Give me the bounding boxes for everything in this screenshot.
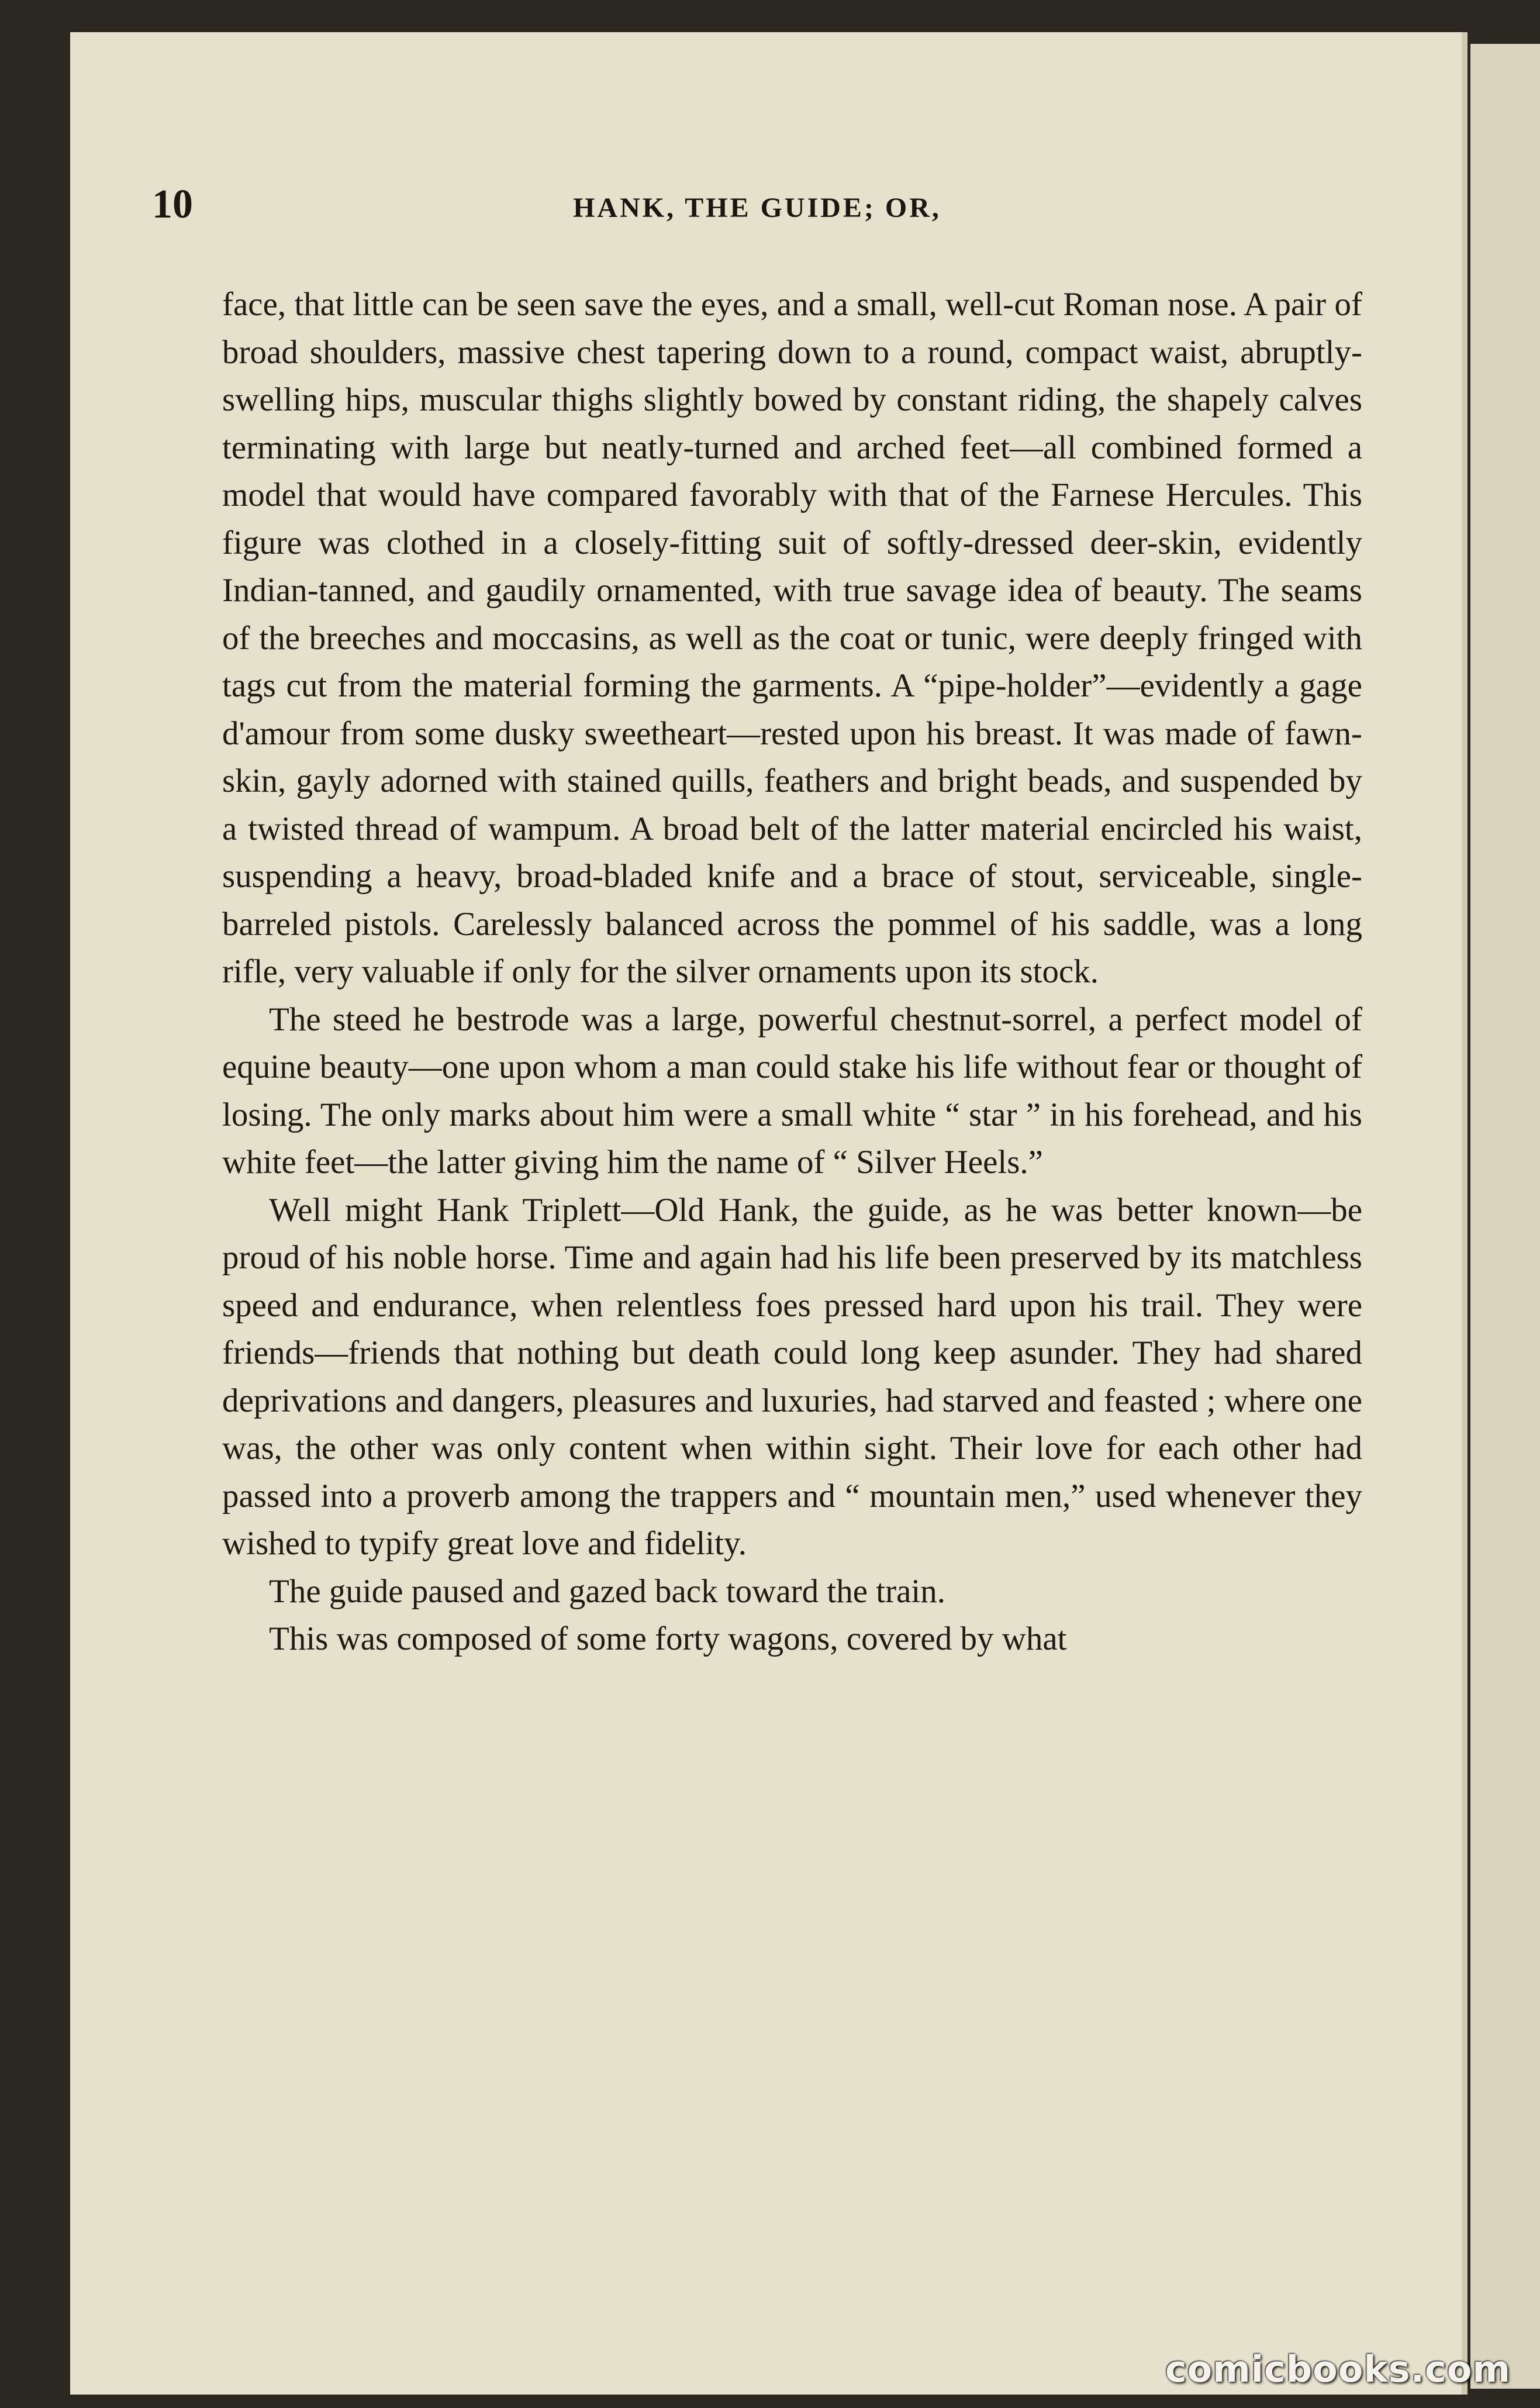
paragraph-2: The steed he bestrode was a large, powerful chestnut-sorrel, a perfect model of equine beauty—one upon whom a man could stake his life without fear or thought of losing. The only marks about him were a small white “ star ” in his forehead, and his white feet—the latter giving him the name of “ Silver Heels.” <box>222 1001 1362 1181</box>
paragraph-1: face, that little can be seen save the eyes, and a small, well-cut Roman nose. A pair of broad shoulders, massive chest tapering down to a round, compact waist, abruptly-swelling hips, muscular thighs slightly bowed by constant riding, the shapely calves terminating with large but neatly-turned and arched feet—all combined formed a model that would have compared favorably with that of the Farnese Hercules. This figure was clothed in a closely-fitting suit of softly-dressed deer-skin, evidently Indian-tanned, and gaudily ornamented, with true savage idea of beauty. The seams of the breeches and moccasins, as well as the coat or tunic, were deeply fringed with tags cut from the material forming the garments. A “pipe-holder”—evidently a gage d'amour from some dusky sweetheart—rested upon his breast. It was made of fawn-skin, gayly adorned with stained quills, feathers and bright beads, and suspended by a twisted thread of wampum. A broad belt of the latter material encircled his waist, suspending a heavy, broad-bladed knife and a brace of stout, serviceable, single-barreled pistols. Carelessly balanced across the pommel of his saddle, was a long rifle, very valuable if only for the silver ornaments upon its stock. <box>222 286 1362 990</box>
paragraph-4: The guide paused and gazed back toward the train. <box>269 1572 945 1610</box>
running-head: HANK, THE GUIDE; OR, <box>573 192 941 223</box>
watermark: comicbooks.com <box>1165 2348 1511 2390</box>
page-number: 10 <box>152 182 193 227</box>
paragraph-5: This was composed of some forty wagons, covered by what <box>269 1620 1067 1657</box>
body-text <box>222 281 1362 1663</box>
page-header <box>152 181 1362 234</box>
paragraph-3: Well might Hank Triplett—Old Hank, the guide, as he was better known—be proud of his noble horse. Time and again had his life been preserved by its matchless speed and endurance, when relentless foes pressed hard upon his trail. They were friends—friends that nothing but death could long keep asunder. They had shared deprivations and dangers, pleasures and luxuries, had starved and feasted ; where one was, the other was only content when within sight. Their love for each other had passed into a proverb among the trappers and “ mountain men,” used whenever they wished to typify great love and fidelity. <box>222 1191 1362 1562</box>
facing-page-edge <box>1470 44 1540 2389</box>
